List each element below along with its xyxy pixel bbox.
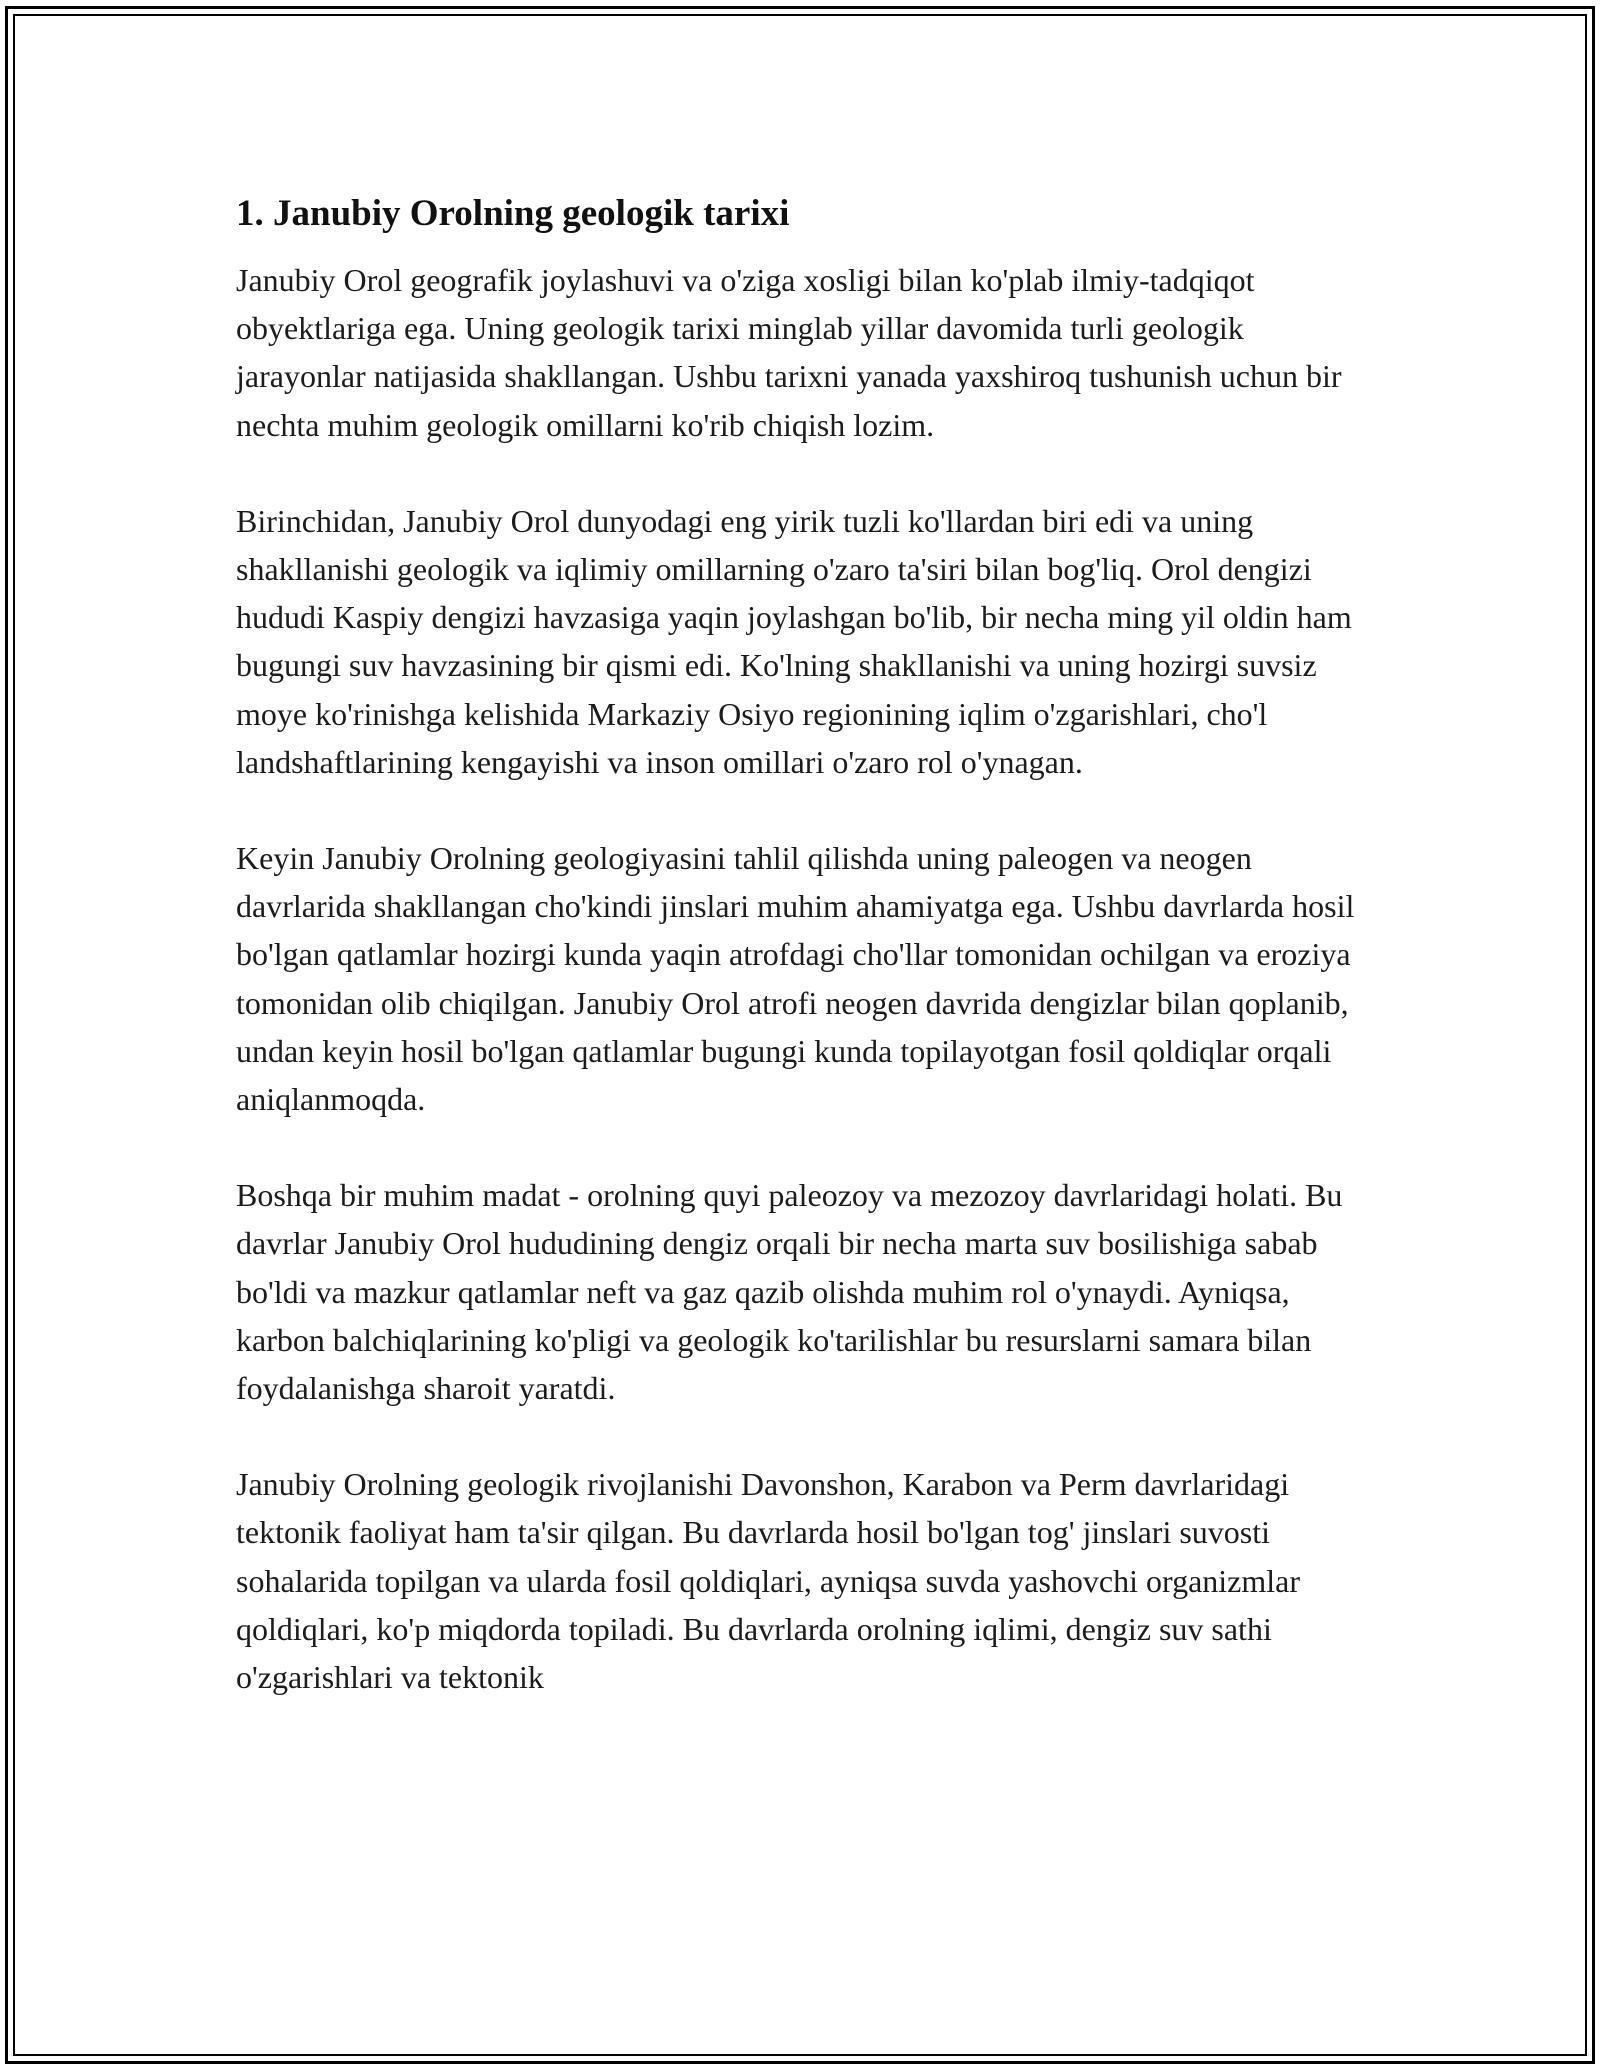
paragraph-2: Birinchidan, Janubiy Orol dunyodagi eng yirik tuzli ko'llardan biri edi va uning shakllanishi geologik va iqlimiy omillarning o'zaro ta'siri bilan bog'liq. Orol dengizi hududi Kaspiy dengizi havzasiga yaqin joylashgan bo'lib, bir necha ming yil oldin ham bugungi suv havzasining bir qismi edi. Ko'lning shakllanishi va uning hozirgi suvsiz moye ko'rinishga kelishida Markaziy Osiyo regionining iqlim o'zgarishlari, cho'l landshaftlarining kengayishi va inson omillari o'zaro rol o'ynagan. (236, 502, 1352, 780)
paragraph-1: Janubiy Orol geografik joylashuvi va o'ziga xosligi bilan ko'plab ilmiy-tadqiqot obyektlariga ega. Uning geologik tarixi minglab yillar davomida turli geologik jarayonlar natijasida shakllangan. Ushbu tarixni yanada yaxshiroq tushunish uchun bir nechta muhim geologik omillarni ko'rib chiqish lozim. (236, 262, 1342, 443)
document-body (236, 190, 1366, 1749)
paragraph-4: Boshqa bir muhim madat - orolning quyi paleozoy va mezozoy davrlaridagi holati. Bu davrlar Janubiy Orol hududining dengiz orqali bir necha marta suv bosilishiga sabab bo'ldi va mazkur qatlamlar neft va gaz qazib olishda muhim rol o'ynaydi. Ayniqsa, karbon balchiqlarining ko'pligi va geologik ko'tarilishlar bu resurslarni samara bilan foydalanishga sharoit yaratdi. (236, 1177, 1343, 1407)
page-title: 1. Janubiy Orolning geologik tarixi (236, 193, 790, 234)
paragraph-5: Janubiy Orolning geologik rivojlanishi Davonshon, Karabon va Perm davrlaridagi tektonik faoliyat ham ta'sir qilgan. Bu davrlarda hosil bo'lgan tog' jinslari suvosti sohalarida topilgan va ularda fosil qoldiqlari, ayniqsa suvda yashovchi organizmlar qoldiqlari, ko'p miqdorda topiladi. Bu davrlarda orolning iqlimi, dengiz suv sathi o'zgarishlari va tektonik (236, 1466, 1301, 1696)
paragraph-3: Keyin Janubiy Orolning geologiyasini tahlil qilishda uning paleogen va neogen davrlarida shakllangan cho'kindi jinslari muhim ahamiyatga ega. Ushbu davrlarda hosil bo'lgan qatlamlar hozirgi kunda yaqin atrofdagi cho'llar tomonidan ochilgan va eroziya tomonidan olib chiqilgan. Janubiy Orol atrofi neogen davrida dengizlar bilan qoplanib, undan keyin hosil bo'lgan qatlamlar bugungi kunda topilayotgan fosil qoldiqlar orqali aniqlanmoqda. (236, 840, 1355, 1118)
